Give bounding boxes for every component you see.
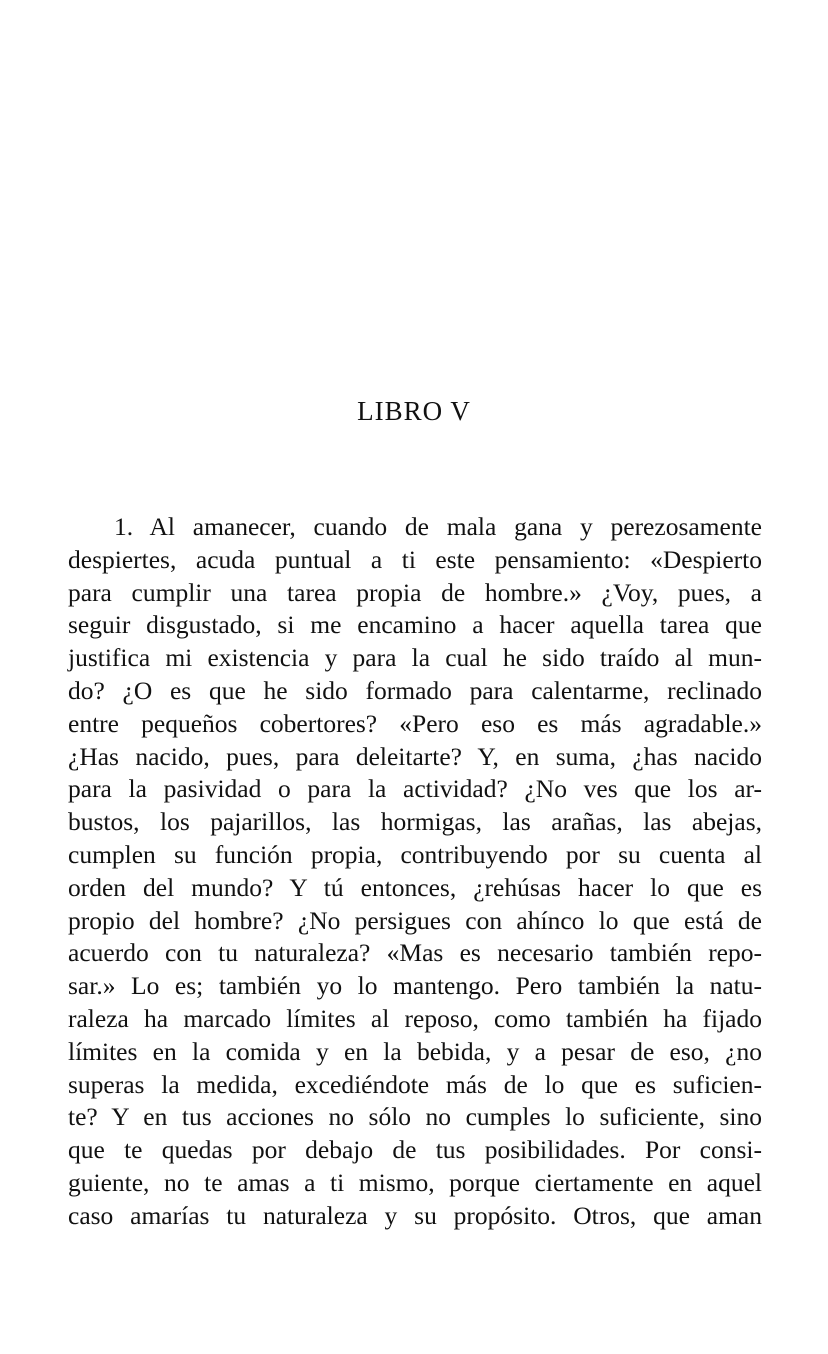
text-line: que te quedas por debajo de tus posibilidades. Por consi- <box>68 1135 762 1165</box>
text-line: orden del mundo? Y tú entonces, ¿rehúsas hacer lo que es <box>68 872 762 902</box>
text-line: raleza ha marcado límites al reposo, como también ha fijado <box>68 1003 762 1033</box>
text-line: entre pequeños cobertores? «Pero eso es más agradable.» <box>68 708 762 738</box>
text-line: justifica mi existencia y para la cual he sido traído al mun- <box>68 643 762 673</box>
text-line: bustos, los pajarillos, las hormigas, las arañas, las abejas, <box>68 807 762 837</box>
text-line: do? ¿O es que he sido formado para calentarme, reclinado <box>68 675 762 705</box>
text-line: guiente, no te amas a ti mismo, porque ciertamente en aquel <box>68 1167 762 1197</box>
text-line: para la pasividad o para la actividad? ¿No ves que los ar- <box>68 774 762 804</box>
text-line: superas la medida, excediéndote más de lo que es suficien- <box>68 1069 762 1099</box>
text-line: te? Y en tus acciones no sólo no cumples lo suficiente, sino <box>68 1102 762 1132</box>
text-line: propio del hombre? ¿No persigues con ahínco lo que está de <box>68 905 762 935</box>
text-line: ¿Has nacido, pues, para deleitarte? Y, en suma, ¿has nacido <box>68 741 762 771</box>
chapter-title: LIBRO V <box>357 396 471 426</box>
text-line: seguir disgustado, si me encamino a hacer aquella tarea que <box>68 610 762 640</box>
text-line: caso amarías tu naturaleza y su propósito. Otros, que aman <box>68 1200 762 1230</box>
text-line: 1. Al amanecer, cuando de mala gana y perezosamente <box>114 512 762 541</box>
text-line: para cumplir una tarea propia de hombre.» ¿Voy, pues, a <box>68 577 762 607</box>
text-line: sar.» Lo es; también yo lo mantengo. Pero también la natu- <box>68 971 762 1001</box>
text-line: acuerdo con tu naturaleza? «Mas es necesario también repo- <box>68 938 762 968</box>
text-line: despiertes, acuda puntual a ti este pensamiento: «Despierto <box>68 544 762 574</box>
paragraph-body <box>68 511 762 1233</box>
text-line: límites en la comida y en la bebida, y a pesar de eso, ¿no <box>68 1036 762 1066</box>
text-line: cumplen su función propia, contribuyendo por su cuenta al <box>68 839 762 869</box>
